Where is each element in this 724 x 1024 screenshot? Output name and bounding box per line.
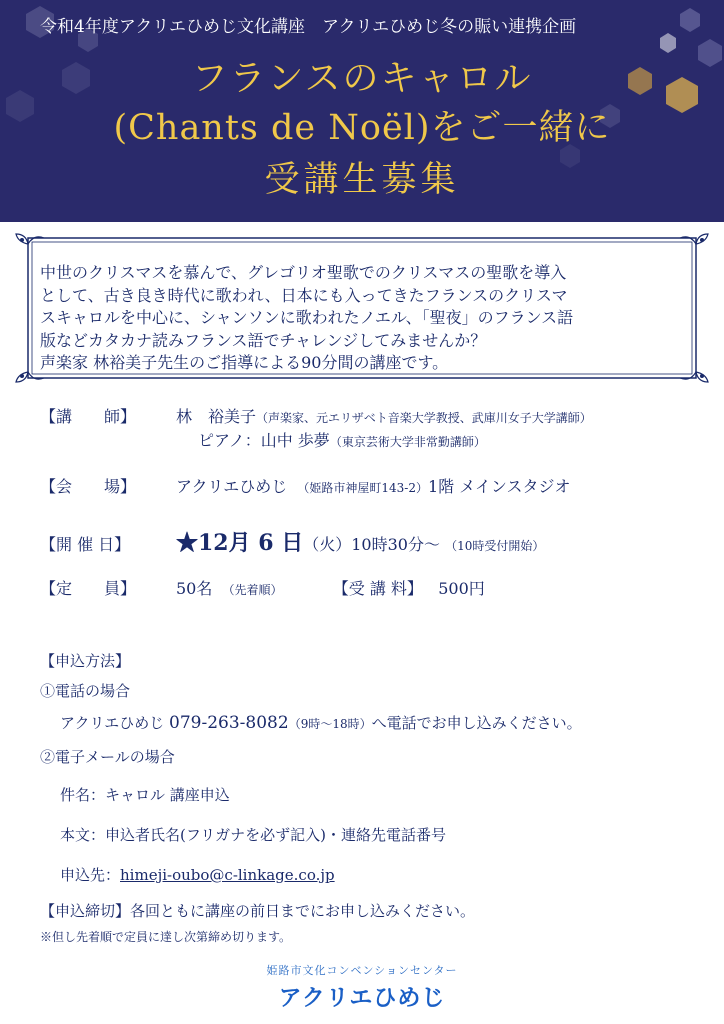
title-line-1: フランスのキャロル	[191, 58, 533, 99]
apply-heading: 【申込方法】	[40, 652, 131, 670]
date-label: 【開 催 日】	[40, 535, 131, 554]
venue-address: （姫路市神屋町143-2）	[297, 481, 428, 495]
date-day: （火）10時30分～	[303, 535, 440, 554]
venue-room: 1階 メインスタジオ	[427, 477, 571, 496]
intro-line: 声楽家 林裕美子先生のご指導による90分間の講座です。	[40, 353, 449, 372]
email-subject: 件名：キャロル 講座申込	[60, 786, 230, 804]
venue-label: 【会 場】	[40, 477, 137, 496]
email-to-line	[60, 864, 335, 885]
date-row	[40, 526, 544, 557]
capacity-label: 【定 員】	[40, 579, 137, 598]
footer-org-subtitle: 姫路市文化コンベンションセンター	[266, 964, 458, 977]
phone-prefix: アクリエひめじ	[60, 714, 170, 732]
instructor-note: （声楽家、元エリザベト音楽大学教授、武庫川女子大学講師）	[256, 411, 592, 425]
phone-number[interactable]: 079-263-8082	[169, 713, 289, 733]
footer-org-logo: アクリエひめじ	[278, 985, 446, 1011]
capacity-value: 50名	[176, 579, 213, 598]
instructor-name: 林 裕美子	[176, 407, 257, 426]
fee-value: 500円	[438, 579, 485, 598]
venue-row	[40, 474, 570, 497]
instructor-label: 【講 師】	[40, 407, 137, 426]
phone-heading: ①電話の場合	[40, 682, 131, 700]
email-to-label: 申込先：	[60, 866, 121, 884]
intro-line: スキャロルを中心に、シャンソンに歌われたノエル、「聖夜」のフランス語	[40, 308, 574, 327]
fee-label: 【受 講 料】	[332, 579, 423, 598]
title-line-3: 受講生募集	[264, 160, 460, 200]
title-line-2: (Chants de Noël)をご一緒に	[113, 108, 611, 148]
piano-row	[198, 428, 486, 451]
header-banner	[0, 0, 724, 222]
capacity-note: （先着順）	[222, 583, 283, 597]
phone-suffix: へ電話でお申し込みください。	[371, 714, 582, 732]
intro-paragraph	[40, 262, 700, 375]
phone-hours: （9時～18時）	[288, 717, 372, 731]
email-heading: ②電子メールの場合	[40, 748, 175, 766]
piano-name: ピアノ：山中 歩夢	[198, 431, 330, 450]
intro-line: 中世のクリスマスを慕んで、グレゴリオ聖歌でのクリスマスの聖歌を導入	[40, 263, 567, 282]
email-address-link[interactable]: himeji-oubo@c-linkage.co.jp	[120, 866, 335, 884]
deadline-text: 【申込締切】各回ともに講座の前日までにお申し込みください。	[40, 902, 476, 920]
piano-note: （東京芸術大学非常勤講師）	[329, 435, 486, 449]
date-note: （10時受付開始）	[445, 539, 545, 553]
date-main: ★12月 6 日	[176, 530, 304, 556]
email-body: 本文：申込者氏名(フリガナを必ず記入)・連絡先電話番号	[60, 826, 446, 844]
header-subtitle: 令和4年度アクリエひめじ文化講座 アクリエひめじ冬の賑い連携企画	[40, 17, 577, 37]
deadline-note: ※但し先着順で定員に達し次第締め切ります。	[40, 930, 292, 944]
phone-line	[60, 712, 582, 733]
intro-line: として、古き良き時代に歌われ、日本にも入ってきたフランスのクリスマ	[40, 285, 568, 305]
venue-name: アクリエひめじ	[176, 477, 288, 496]
instructor-row	[40, 404, 592, 427]
capacity-row	[40, 576, 485, 599]
intro-line: 版などカタカナ読みフランス語でチャレンジしてみませんか？	[40, 330, 487, 350]
